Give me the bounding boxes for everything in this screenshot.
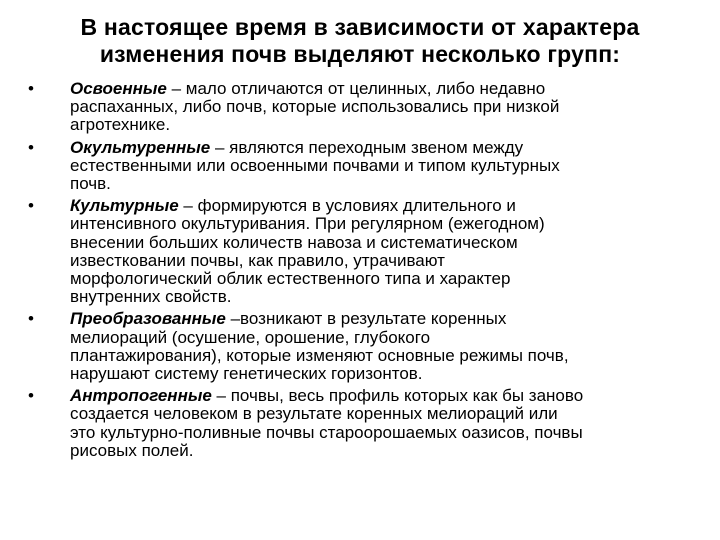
item-line: распаханных, либо почв, которые использовались при низкой	[70, 97, 560, 117]
bullet-list	[28, 80, 688, 464]
item-line: внутренних свойств.	[70, 287, 232, 307]
list-item	[28, 139, 688, 194]
item-line: рисовых полей.	[70, 440, 194, 460]
item-line: морфологический облик естественного типа и характер	[70, 269, 511, 289]
item-text: – почвы, весь профиль которых как бы заново	[211, 386, 584, 406]
item-line: внесении больших количеств навоза и систематическом	[70, 232, 518, 252]
item-text: – формируются в условиях длительного и	[178, 196, 516, 216]
item-term: Окультуренные	[70, 137, 211, 157]
item-line	[70, 80, 688, 98]
item-line	[70, 197, 688, 215]
item-line: интенсивного окультуривания. При регулярном (ежегодном)	[70, 214, 545, 234]
item-text: –возникают в результате коренных	[225, 309, 507, 329]
item-line: агротехнике.	[70, 115, 171, 135]
bullet-icon: •	[28, 309, 34, 329]
item-line: мелиораций (осушение, орошение, глубокого	[70, 327, 431, 347]
item-line: известковании почвы, как правило, утрачивают	[70, 250, 445, 270]
item-line	[70, 310, 688, 328]
item-line: создается человеком в результате коренных мелиораций или	[70, 404, 558, 424]
item-line: почв.	[70, 174, 111, 194]
item-line: это культурно-поливные почвы староорошаемых оазисов, почвы	[70, 422, 583, 442]
item-line: плантажирования), которые изменяют основные режимы почв,	[70, 345, 569, 365]
slide-title-line-2: изменения почв выделяют несколько групп:	[99, 41, 621, 67]
item-term: Преобразованные	[70, 309, 226, 329]
item-term: Антропогенные	[70, 386, 212, 406]
item-line	[70, 139, 688, 157]
list-item	[28, 197, 688, 306]
item-line	[70, 387, 688, 405]
item-line: нарушают систему генетических горизонтов.	[70, 364, 423, 384]
list-item	[28, 310, 688, 383]
bullet-icon: •	[28, 196, 34, 216]
slide-title-line-1: В настоящее время в зависимости от характера	[80, 14, 640, 40]
item-line: естественными или освоенными почвами и типом культурных	[70, 155, 560, 175]
item-text: – мало отличаются от целинных, либо недавно	[166, 79, 546, 98]
list-item	[28, 387, 688, 460]
slide-title	[40, 14, 680, 68]
bullet-icon: •	[28, 79, 34, 98]
bullet-icon: •	[28, 386, 34, 406]
bullet-icon: •	[28, 137, 34, 157]
list-item	[28, 80, 688, 135]
item-term: Освоенные	[70, 79, 167, 98]
item-term: Культурные	[70, 196, 179, 216]
item-text: – являются переходным звеном между	[210, 137, 524, 157]
